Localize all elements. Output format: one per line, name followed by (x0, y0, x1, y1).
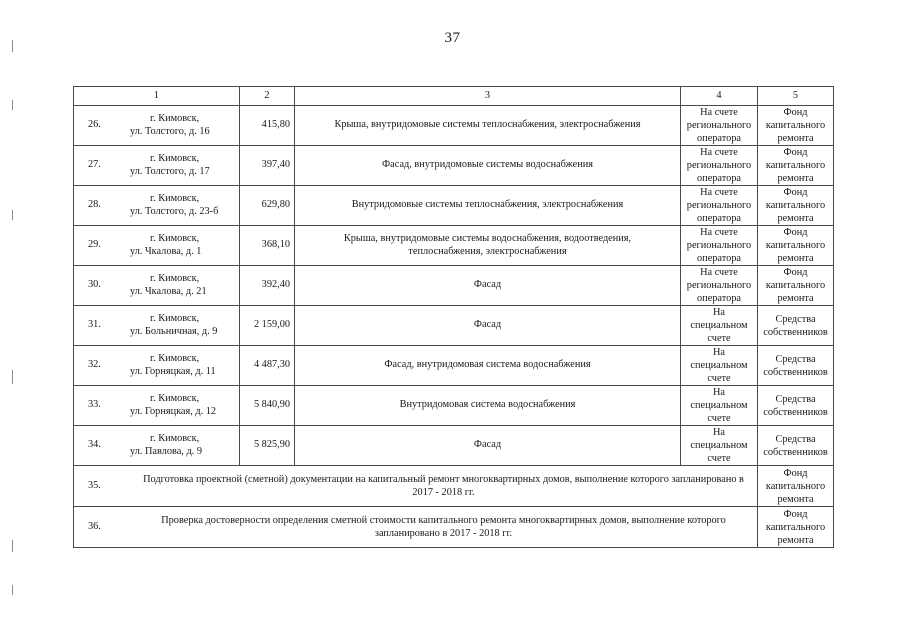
address-cell-content (74, 353, 239, 378)
source-line: капитального (765, 280, 826, 291)
source-line: капитального (765, 480, 826, 492)
source-line: ремонта (777, 534, 814, 546)
address (130, 433, 239, 458)
account-line: счете (707, 333, 731, 344)
merged-cell (74, 466, 758, 507)
account-line: оператора (697, 213, 741, 224)
address-cell-content (74, 393, 239, 418)
repair-table (73, 86, 834, 548)
account-line: оператора (697, 253, 741, 264)
address (130, 153, 239, 178)
address-cell (74, 266, 240, 306)
source-line: Фонд (783, 508, 808, 520)
source-line: собственников (763, 406, 828, 418)
source-line: Средства (775, 313, 816, 325)
address-cell-content (74, 433, 239, 458)
account-line: регионального (686, 120, 752, 131)
row-number: 32. (88, 359, 101, 371)
source-line: ремонта (777, 253, 814, 264)
account-cell (681, 346, 758, 386)
source-line: капитального (765, 240, 826, 251)
source-line: ремонта (777, 493, 814, 505)
source-line: Средства (775, 433, 816, 445)
address-street: ул. Толстого, д. 17 (130, 165, 210, 177)
table-row-merged (74, 507, 834, 548)
merged-text: Проверка достоверности определения сметной стоимости капитального ремонта многоквартирных домов, выполнение которого запланировано в 2017 - 2018 гг. (161, 515, 726, 539)
account-line: регионального (686, 240, 752, 251)
account-line: оператора (697, 133, 741, 144)
address (130, 353, 239, 378)
source-line: собственников (763, 366, 828, 378)
header-col-5: 5 (758, 87, 834, 106)
account-cell (681, 146, 758, 186)
account-cell (681, 226, 758, 266)
area-cell: 415,80 (240, 106, 295, 146)
address-city: г. Кимовск, (150, 112, 200, 124)
source-cell (758, 507, 834, 548)
works-cell: Внутридомовые системы теплоснабжения, электроснабжения (295, 186, 681, 226)
works-cell: Внутридомовая система водоснабжения (295, 386, 681, 426)
address (130, 313, 239, 338)
table-row (74, 426, 834, 466)
header-col-3: 3 (295, 87, 681, 106)
row-number: 30. (88, 279, 101, 291)
source-cell (758, 306, 834, 346)
source-line: Фонд (783, 467, 808, 479)
area-cell: 2 159,00 (240, 306, 295, 346)
account-line: На (712, 427, 725, 438)
account-line: специальном (690, 440, 748, 451)
account-cell (681, 266, 758, 306)
page-number: 37 (444, 30, 461, 46)
table-row (74, 106, 834, 146)
merged-text: Подготовка проектной (сметной) документации на капитальный ремонт многоквартирных домов, выполнение которого запланировано в 2017 - 2018 гг. (143, 474, 744, 498)
address-street: ул. Толстого, д. 23-б (130, 205, 219, 217)
source-line: Фонд (783, 107, 808, 118)
works-cell: Фасад, внутридомовые системы водоснабжения (295, 146, 681, 186)
account-line: На (712, 347, 725, 358)
account-line: На счете (700, 147, 738, 158)
source-cell (758, 106, 834, 146)
header-row (74, 87, 834, 106)
row-number: 29. (88, 239, 101, 251)
address-cell (74, 186, 240, 226)
table-row (74, 386, 834, 426)
works-cell: Фасад, внутридомовая система водоснабжения (295, 346, 681, 386)
address-street: ул. Павлова, д. 9 (130, 445, 202, 457)
repair-table-wrap (73, 86, 833, 548)
account-cell (681, 186, 758, 226)
source-line: ремонта (777, 173, 814, 184)
source-line: капитального (765, 160, 826, 171)
source-line: ремонта (777, 133, 814, 144)
address (130, 233, 239, 258)
works-cell: Крыша, внутридомовые системы водоснабжения, водоотведения, теплоснабжения, электроснабжения (295, 226, 681, 266)
row-number: 33. (88, 399, 101, 411)
account-line: специальном (690, 400, 748, 411)
address-cell-content (74, 273, 239, 298)
row-number: 26. (88, 119, 101, 131)
works-cell: Фасад (295, 426, 681, 466)
address (130, 193, 239, 218)
source-cell (758, 226, 834, 266)
area-cell: 368,10 (240, 226, 295, 266)
row-number: 28. (88, 199, 101, 211)
works-cell: Крыша, внутридомовые системы теплоснабжения, электроснабжения (295, 106, 681, 146)
source-cell (758, 466, 834, 507)
area-cell: 392,40 (240, 266, 295, 306)
row-number: 27. (88, 159, 101, 171)
account-line: специальном (690, 360, 748, 371)
address-cell-content (74, 313, 239, 338)
table-row (74, 346, 834, 386)
address-city: г. Кимовск, (150, 152, 200, 164)
address-street: ул. Чкалова, д. 21 (130, 285, 207, 297)
source-line: Фонд (783, 227, 808, 238)
source-cell (758, 346, 834, 386)
address-city: г. Кимовск, (150, 192, 200, 204)
area-cell: 4 487,30 (240, 346, 295, 386)
address-city: г. Кимовск, (150, 272, 200, 284)
area-cell: 5 825,90 (240, 426, 295, 466)
account-line: счете (707, 453, 731, 464)
table-row-merged (74, 466, 834, 507)
address-cell (74, 106, 240, 146)
source-cell (758, 146, 834, 186)
account-line: регионального (686, 160, 752, 171)
works-cell: Фасад (295, 266, 681, 306)
area-cell: 397,40 (240, 146, 295, 186)
address-cell-content (74, 113, 239, 138)
address-street: ул. Горняцкая, д. 12 (130, 405, 217, 417)
address-street: ул. Больничная, д. 9 (130, 325, 218, 337)
address-cell (74, 386, 240, 426)
source-line: капитального (765, 200, 826, 211)
address-cell (74, 226, 240, 266)
address-city: г. Кимовск, (150, 392, 200, 404)
table-row (74, 226, 834, 266)
account-line: счете (707, 373, 731, 384)
address (130, 113, 239, 138)
account-line: На счете (700, 267, 738, 278)
merged-cell-content (74, 473, 757, 499)
table-row (74, 146, 834, 186)
source-cell (758, 426, 834, 466)
source-line: ремонта (777, 293, 814, 304)
source-line: Средства (775, 393, 816, 405)
source-line: Фонд (783, 147, 808, 158)
table-row (74, 306, 834, 346)
account-line: На счете (700, 227, 738, 238)
account-line: счете (707, 413, 731, 424)
row-number: 31. (88, 319, 101, 331)
source-line: собственников (763, 326, 828, 338)
account-line: регионального (686, 280, 752, 291)
merged-cell (74, 507, 758, 548)
area-cell: 629,80 (240, 186, 295, 226)
address (130, 393, 239, 418)
account-line: оператора (697, 293, 741, 304)
account-line: На счете (700, 107, 738, 118)
account-line: На (712, 307, 725, 318)
address-cell (74, 146, 240, 186)
source-line: капитального (765, 120, 826, 131)
address-street: ул. Чкалова, д. 1 (130, 245, 202, 257)
source-cell (758, 266, 834, 306)
row-number: 36. (88, 520, 101, 532)
account-cell (681, 306, 758, 346)
source-line: собственников (763, 446, 828, 458)
address-city: г. Кимовск, (150, 312, 200, 324)
source-line: Средства (775, 353, 816, 365)
account-cell (681, 386, 758, 426)
header-col-4: 4 (681, 87, 758, 106)
source-cell (758, 186, 834, 226)
table-row (74, 266, 834, 306)
address-city: г. Кимовск, (150, 232, 200, 244)
address (130, 273, 239, 298)
address-cell-content (74, 233, 239, 258)
account-line: На счете (700, 187, 738, 198)
works-cell: Фасад (295, 306, 681, 346)
source-line: капитального (765, 521, 826, 533)
address-city: г. Кимовск, (150, 352, 200, 364)
source-line: Фонд (783, 267, 808, 278)
address-street: ул. Толстого, д. 16 (130, 125, 210, 137)
area-cell: 5 840,90 (240, 386, 295, 426)
account-line: На (712, 387, 725, 398)
account-line: регионального (686, 200, 752, 211)
address-street: ул. Горняцкая, д. 11 (130, 365, 216, 377)
account-cell (681, 106, 758, 146)
address-cell (74, 426, 240, 466)
source-cell (758, 386, 834, 426)
header-col-2: 2 (240, 87, 295, 106)
account-line: оператора (697, 173, 741, 184)
table-body (74, 106, 834, 548)
address-cell (74, 306, 240, 346)
source-line: ремонта (777, 213, 814, 224)
address-city: г. Кимовск, (150, 432, 200, 444)
row-number: 35. (88, 479, 101, 491)
header-col-1: 1 (74, 87, 240, 106)
merged-cell-content (74, 514, 757, 540)
source-line: Фонд (783, 187, 808, 198)
address-cell (74, 346, 240, 386)
account-cell (681, 426, 758, 466)
address-cell-content (74, 153, 239, 178)
account-line: специальном (690, 320, 748, 331)
binding-marks (10, 40, 16, 600)
address-cell-content (74, 193, 239, 218)
row-number: 34. (88, 439, 101, 451)
table-row (74, 186, 834, 226)
